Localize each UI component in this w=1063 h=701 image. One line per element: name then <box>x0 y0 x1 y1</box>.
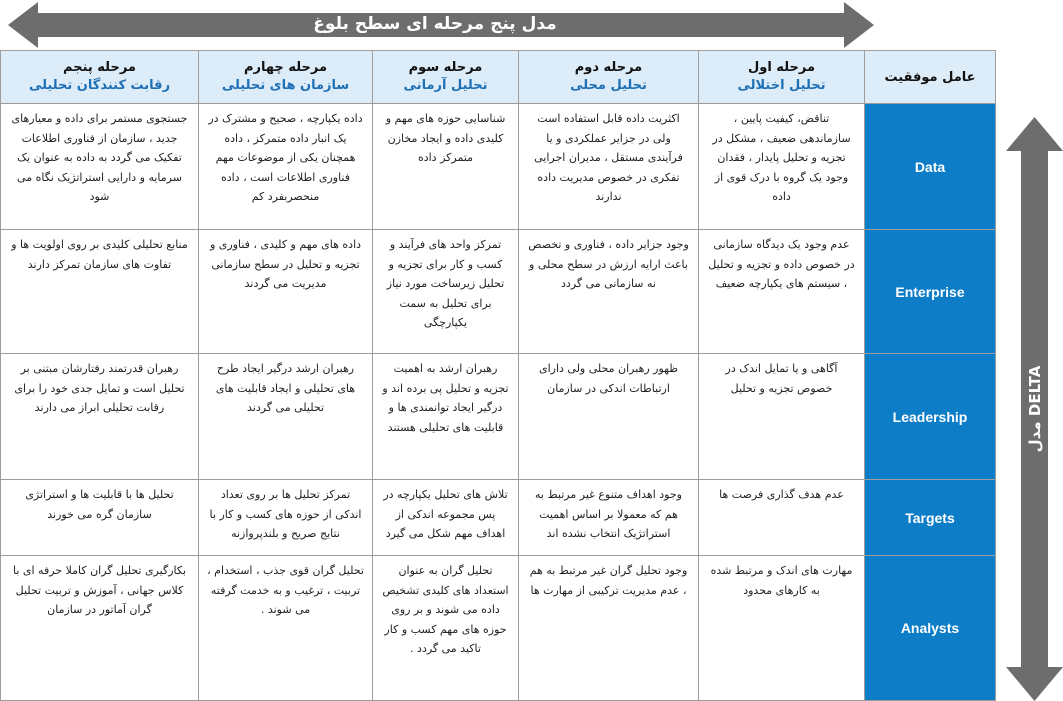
stage-header-2 <box>519 51 699 104</box>
stage-subtitle: تحلیل محلی <box>570 78 647 93</box>
stage-subtitle: تحلیل اختلالی <box>737 78 826 93</box>
maturity-table <box>0 50 996 701</box>
table-cell: آگاهی و یا تمایل اندک در خصوص تجزیه و تحلیل <box>699 354 865 480</box>
stage-header-5 <box>1 51 199 104</box>
stage-subtitle: رقابت کنندگان تحلیلی <box>28 78 171 93</box>
table-row-targets <box>1 480 996 556</box>
table-cell: شناسایی حوزه های مهم و کلیدی داده و ایجاد مخازن متمرکز داده <box>373 104 519 230</box>
stage-subtitle: سازمان های تحلیلی <box>221 78 350 93</box>
table-cell: تمرکز تحلیل ها بر روی تعداد اندکی از حوزه های کسب و کار با نتایج صریح و بلندپروازنه <box>199 480 373 556</box>
table-row-enterprise <box>1 230 996 354</box>
delta-model-label: مدل DELTA <box>1025 365 1044 453</box>
table-cell: وجود اهداف متنوع غیر مرتبط به هم که معمولا بر اساس اهمیت استراتژیک انتخاب نشده اند <box>519 480 699 556</box>
stage-header-4 <box>199 51 373 104</box>
table-cell: منابع تحلیلی کلیدی بر روی اولویت ها و تفاوت های سازمان تمرکز دارند <box>1 230 199 354</box>
stage-name: مرحله چهارم <box>243 60 328 75</box>
stage-subtitle: تحلیل آرمانی <box>403 78 488 93</box>
factor-data: Data <box>865 104 996 230</box>
table-cell: مهارت های اندک و مرتبط شده به کارهای محدود <box>699 556 865 701</box>
stage-header-1 <box>699 51 865 104</box>
table-cell: وجود تحلیل گران غیر مرتبط به هم ، عدم مدیریت ترکیبی از مهارت ها <box>519 556 699 701</box>
table-cell: جستجوی مستمر برای داده و معیارهای جدید ، سازمان از فناوری اطلاعات تفکیک می گردد به داده به عنوان یک سرمایه و دارایی استراتژیک نگاه می شود <box>1 104 199 230</box>
table-row-analysts <box>1 556 996 701</box>
delta-model-label-wrap <box>1006 117 1063 701</box>
table-cell: رهبران ارشد به اهمیت تجزیه و تحلیل پی برده اند و درگیر ایجاد توانمندی ها و قابلیت های تحلیلی هستند <box>373 354 519 480</box>
table-cell: وجود جزایر داده ، فناوری و تخصص باعث ارایه ارزش در سطح محلی و نه سازمانی می گردد <box>519 230 699 354</box>
table-cell: بکارگیری تحلیل گران کاملا حرفه ای با کلاس جهانی ، آموزش و تربیت تحلیل گران آماتور در سازمان <box>1 556 199 701</box>
table-cell: داده یکپارچه ، صحیح و مشترک در یک انبار داده متمرکز ، داده همچنان یکی از موضوعات مهم فناوری اطلاعات است ، داده منحصربفرد کم <box>199 104 373 230</box>
table-cell: عدم هدف گذاری فرصت ها <box>699 480 865 556</box>
stage-name: مرحله اول <box>747 60 816 75</box>
table-cell: تحلیل ها با قابلیت ها و استراتژی سازمان گره می خورند <box>1 480 199 556</box>
table-cell: اکثریت داده قابل استفاده است ولی در جزایر عملکردی و یا فرآیندی مستقل ، مدیران اجرایی تفکری در خصوص مدیریت داده ندارند <box>519 104 699 230</box>
table-row-data <box>1 104 996 230</box>
success-factor-header: عامل موفقیت <box>865 51 996 104</box>
table-cell: ظهور رهبران محلی ولی دارای ارتباطات اندکی در سازمان <box>519 354 699 480</box>
factor-analysts: Analysts <box>865 556 996 701</box>
stage-name: مرحله پنجم <box>63 60 136 75</box>
header-row <box>1 51 996 104</box>
maturity-model-title: مدل پنج مرحله ای سطح بلوغ <box>313 14 557 34</box>
factor-leadership: Leadership <box>865 354 996 480</box>
factor-enterprise: Enterprise <box>865 230 996 354</box>
stage-header-3 <box>373 51 519 104</box>
table-row-leadership <box>1 354 996 480</box>
table-cell: رهبران قدرتمند رفتارشان مبتنی بر تحلیل است و تمایل جدی خود را برای رقابت تحلیلی ابراز می دارند <box>1 354 199 480</box>
table-cell: رهبران ارشد درگیر ایجاد طرح های تحلیلی و ایجاد قابلیت های تحلیلی می گردند <box>199 354 373 480</box>
table-cell: تحلیل گران قوی جذب ، استخدام ، تربیت ، ترغیب و به خدمت گرفته می شوند . <box>199 556 373 701</box>
table-cell: تحلیل گران به عنوان استعداد های کلیدی تشخیص داده می شوند و بر روی حوزه های مهم کسب و کار تاکید می گردد . <box>373 556 519 701</box>
table-cell: تمرکز واحد های فرآیند و کسب و کار برای تجزیه و تحلیل زیرساخت مورد نیاز برای تحلیل به سمت یکپارچگی <box>373 230 519 354</box>
factor-targets: Targets <box>865 480 996 556</box>
table-cell: تلاش های تحلیل یکپارچه در پس مجموعه اندکی از اهداف مهم شکل می گیرد <box>373 480 519 556</box>
stage-name: مرحله سوم <box>408 60 483 75</box>
table-cell: داده های مهم و کلیدی ، فناوری و تجزیه و تحلیل در سطح سازمانی مدیریت می گردند <box>199 230 373 354</box>
table-cell: تناقض، کیفیت پایین ، سازماندهی ضعیف ، مشکل در تجزیه و تحلیل پایدار ، فقدان وجود یک گروه با درک قوی از داده <box>699 104 865 230</box>
stage-name: مرحله دوم <box>574 60 643 75</box>
table-cell: عدم وجود یک دیدگاه سازمانی در خصوص داده و تجزیه و تحلیل ، سیستم های یکپارچه ضعیف <box>699 230 865 354</box>
